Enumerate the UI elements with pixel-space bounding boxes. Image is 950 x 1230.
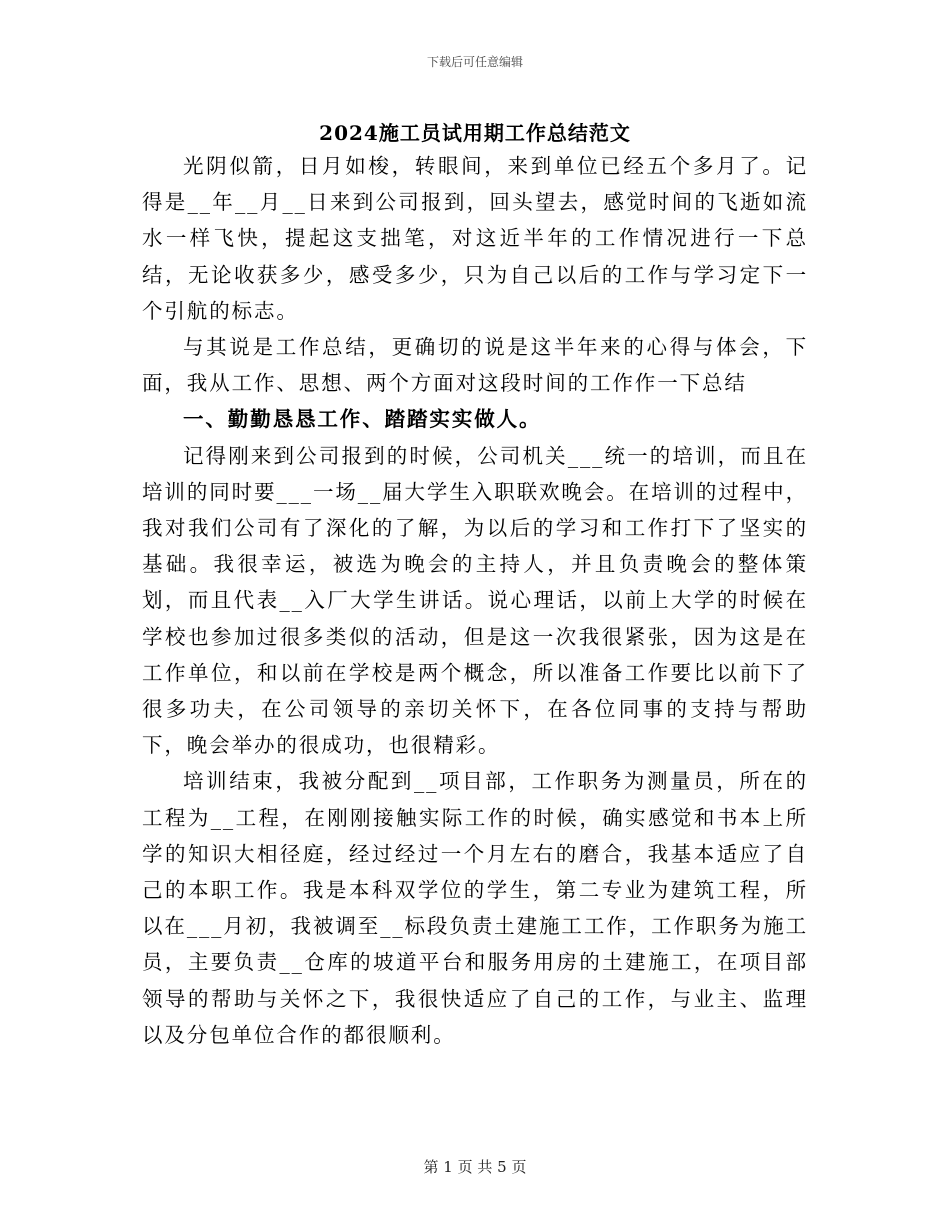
paragraph-assignment: 培训结束，我被分配到__项目部，工作职务为测量员，所在的工程为__工程，在刚刚接触实际工作的时候，确实感觉和书本上所学的知识大相径庭，经过经过一个月左右的磨合，我基本适应了自己的本职工作。我是本科双学位的学生，第二专业为建筑工程，所以在___月初，我被调至__标段负责土建施工工作，工作职务为施工员，主要负责__仓库的坡道平台和服务用房的土建施工，在项目部领导的帮助与关怀之下，我很快适应了自己的工作，与业主、监理以及分包单位合作的都很顺利。 xyxy=(142,769,808,1047)
paragraph-training: 记得刚来到公司报到的时候，公司机关___统一的培训，而且在培训的同时要___一场__届大学生入职联欢晚会。在培训的过程中，我对我们公司有了深化的了解，为以后的学习和工作打下了坚实的基础。我很幸运，被选为晚会的主持人，并且负责晚会的整体策划，而且代表__入厂大学生讲话。说心理话，以前上大学的时候在学校也参加过很多类似的活动，但是这一次我很紧张，因为这是在工作单位，和以前在学校是两个概念，所以准备工作要比以前下了很多功夫，在公司领导的亲切关怀下，在各位同事的支持与帮助下，晚会举办的很成功，也很精彩。 xyxy=(142,443,808,758)
page-header-note: 下载后可任意编辑 xyxy=(426,55,523,69)
document-body xyxy=(142,148,808,1053)
paragraph-overview: 与其说是工作总结，更确切的说是这半年来的心得与体会，下面，我从工作、思想、两个方面对这段时间的工作作一下总结 xyxy=(142,335,808,396)
section-heading-1: 一、勤勤恳恳工作、踏踏实实做人。 xyxy=(183,407,542,432)
document-title: 2024施工员试用期工作总结范文 xyxy=(319,121,631,145)
paragraph-intro: 光阴似箭，日月如梭，转眼间，来到单位已经五个多月了。记得是__年__月__日来到公司报到，回头望去，感觉时间的飞逝如流水一样飞快，提起这支拙笔，对这近半年的工作情况进行一下总结，无论收获多少，感受多少，只为自己以后的工作与学习定下一个引航的标志。 xyxy=(142,154,808,323)
page-number: 第 1 页 共 5 页 xyxy=(423,1158,527,1176)
